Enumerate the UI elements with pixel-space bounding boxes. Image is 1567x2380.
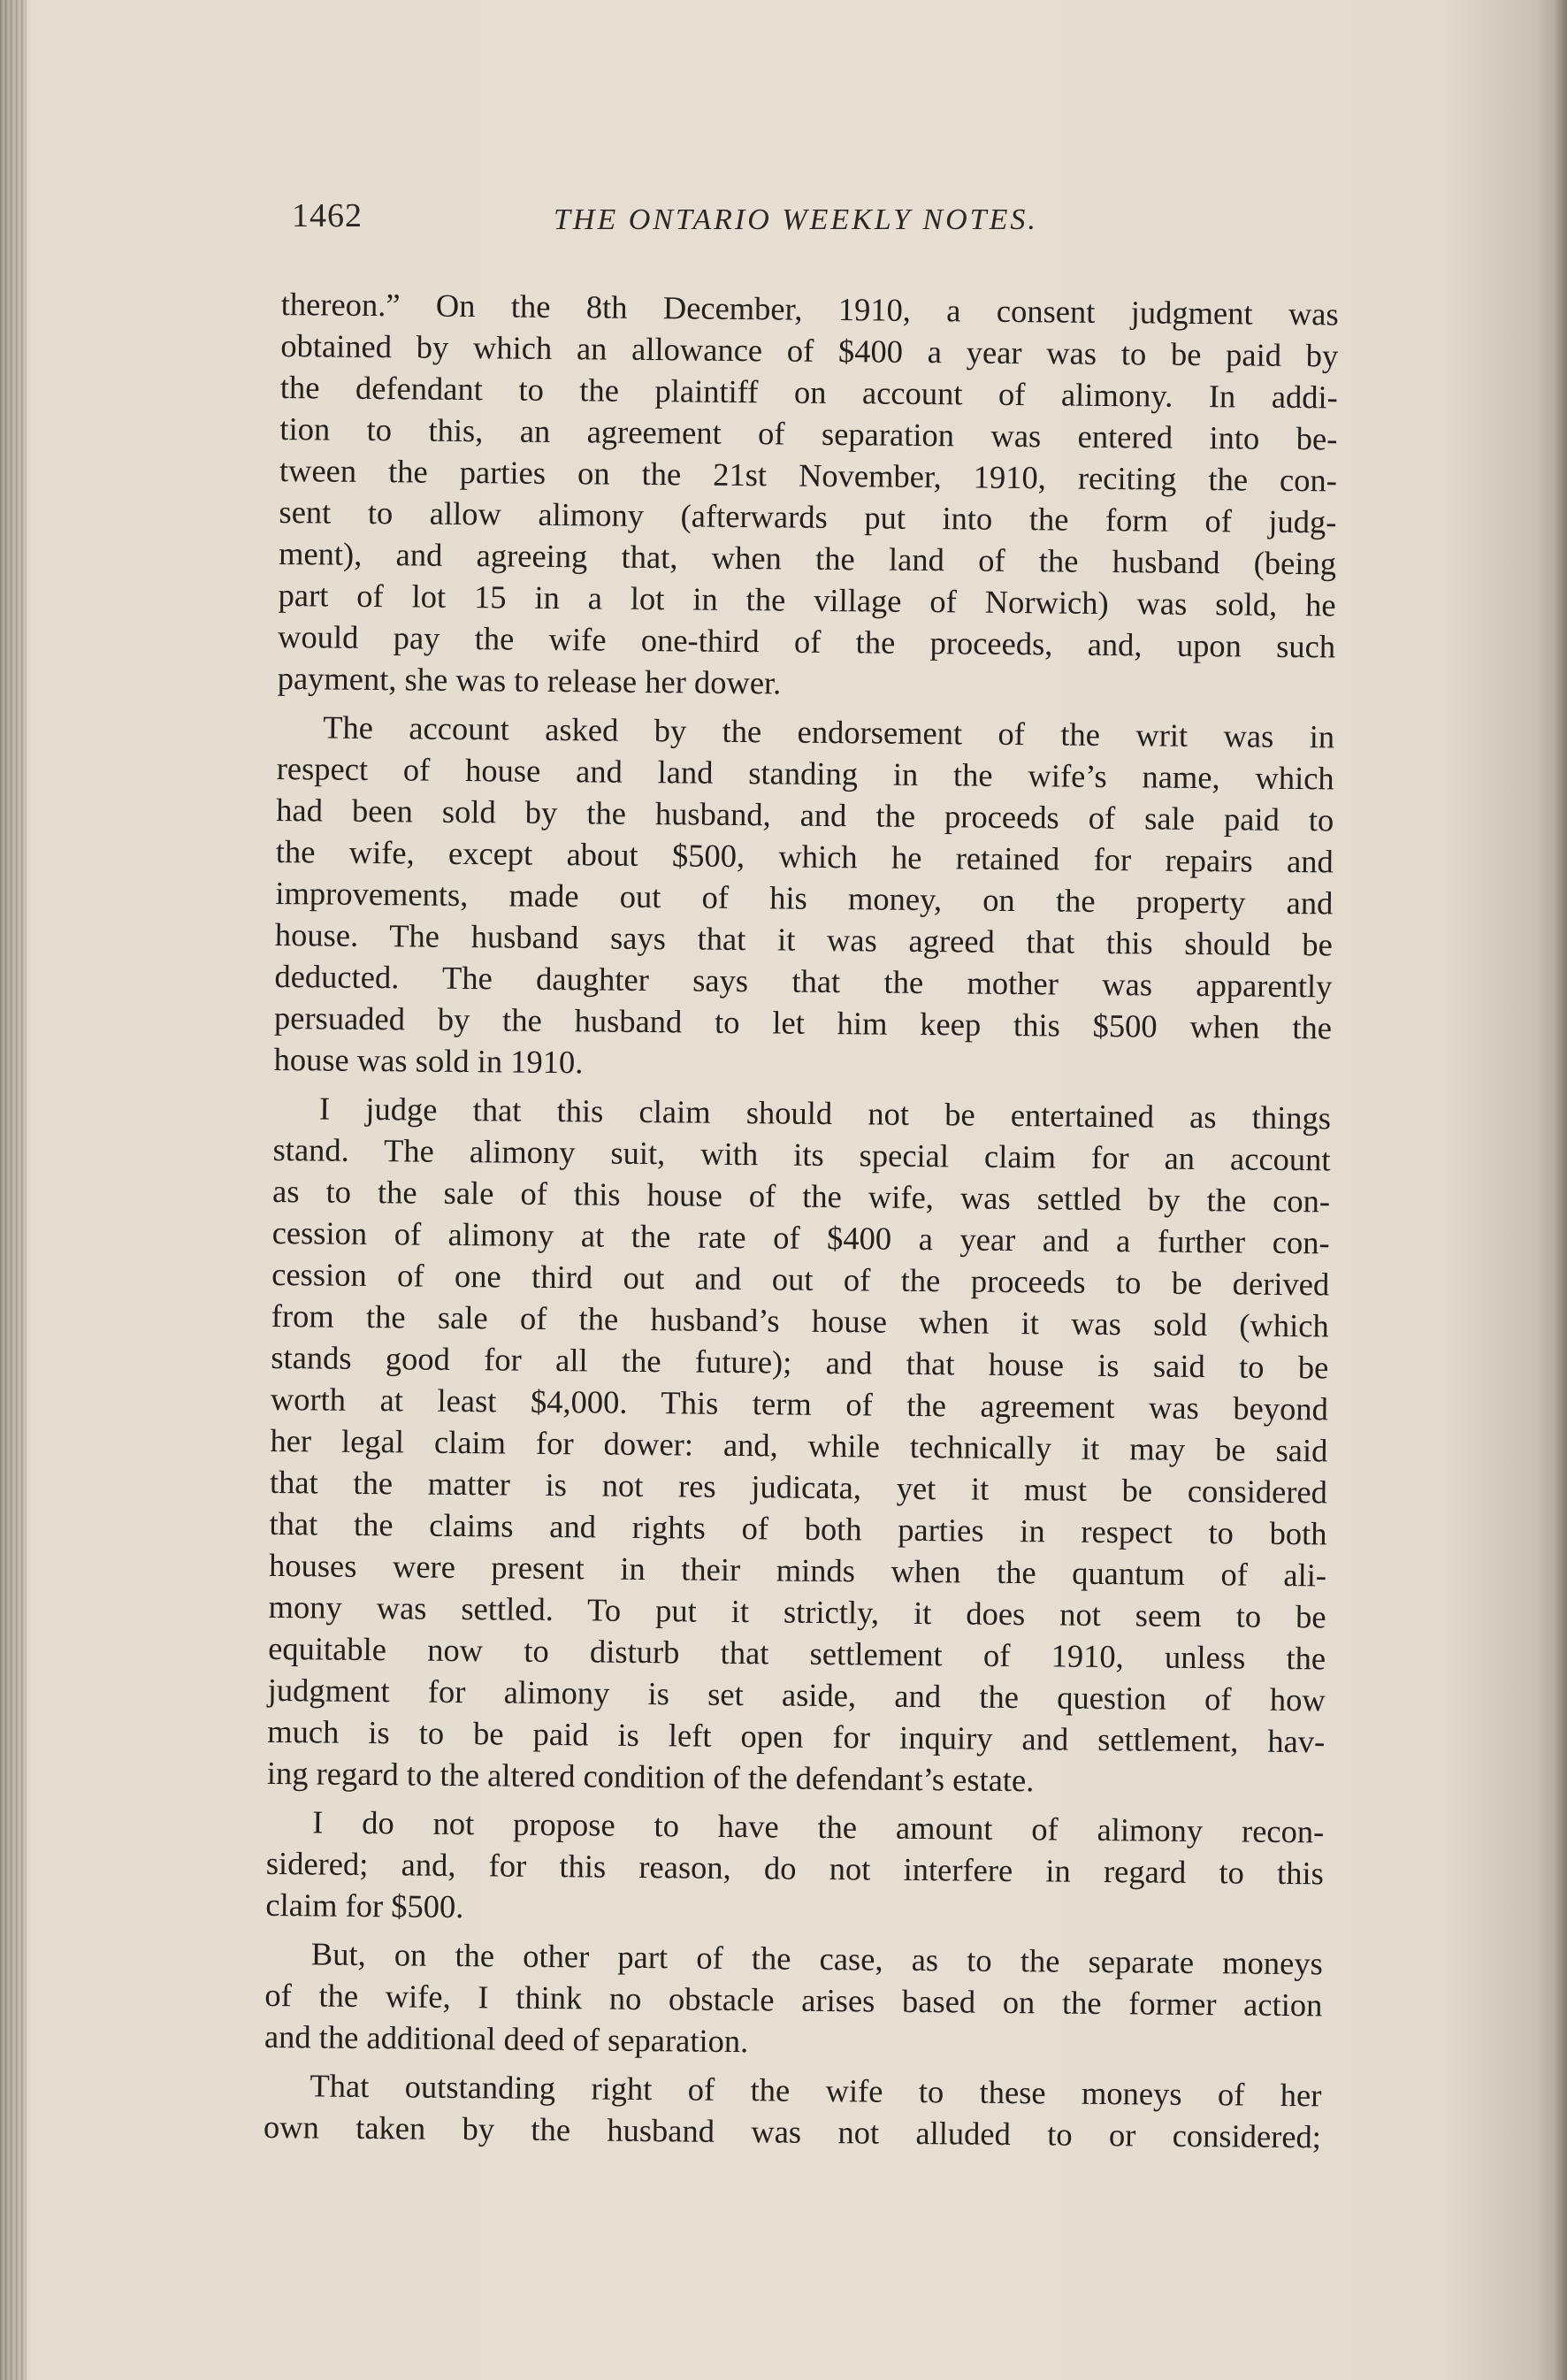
- page-gutter-edge: [0, 0, 27, 2380]
- text-line: house was sold in 1910.: [273, 1040, 584, 1081]
- text-line: as to the sale of this house of the wife, was settled by the con-: [271, 1172, 1331, 1220]
- text-line: much is to be paid is left open for inquiry and settlement, hav-: [267, 1712, 1326, 1760]
- paragraph: [264, 2064, 1322, 2157]
- text-line: cession of one third out and out of the proceeds to be derived: [271, 1255, 1330, 1303]
- paragraph: [277, 283, 1338, 708]
- text-line: her legal claim for dower: and, while technically it may be said: [270, 1421, 1328, 1469]
- text-line: the wife, except about $500, which he retained for repairs and: [275, 832, 1334, 880]
- text-line: stand. The alimony suit, with its special claim for an account: [272, 1130, 1331, 1178]
- text-line: improvements, made out of his money, on the property and: [275, 874, 1334, 922]
- paragraph: [273, 706, 1334, 1090]
- text-line: judgment for alimony is set aside, and the question of how: [267, 1671, 1326, 1718]
- text-line: ment), and agreeing that, when the land of the husband (being: [278, 534, 1337, 582]
- paragraph: [265, 1801, 1324, 1935]
- text-line: houses were present in their minds when the quantum of ali-: [268, 1546, 1327, 1594]
- text-line: respect of house and land standing in the wife’s name, which: [276, 749, 1334, 797]
- text-line: I judge that this claim should not be entertained as things: [318, 1090, 1332, 1136]
- text-line: stands good for all the future); and that house is said to be: [271, 1338, 1329, 1386]
- text-line: from the sale of the husband’s house when it was sold (which: [271, 1297, 1329, 1344]
- page-right-edge: [1555, 0, 1567, 2380]
- text-line: part of lot 15 in a lot in the village of Norwich) was sold, he: [278, 576, 1336, 624]
- text-line: worth at least $4,000. This term of the agreement was beyond: [270, 1380, 1329, 1427]
- text-line: that the claims and rights of both parties in respect to both: [269, 1504, 1327, 1552]
- text-line: the defendant to the plaintiff on account of alimony. In addi-: [279, 368, 1339, 416]
- text-line: would pay the wife one-third of the proceeds, and, upon such: [277, 617, 1336, 665]
- text-line: deducted. The daughter says that the mother was apparently: [274, 957, 1333, 1005]
- text-line: That outstanding right of the wife to these moneys of her: [310, 2067, 1322, 2114]
- text-line: payment, she was to release her dower.: [277, 659, 782, 701]
- text-line: tween the parties on the 21st November, 1910, reciting the con-: [279, 451, 1338, 499]
- text-line: and the additional deed of separation.: [264, 2017, 749, 2060]
- text-line: mony was settled. To put it strictly, it does not seem to be: [268, 1588, 1326, 1635]
- text-line: But, on the other part of the case, as to the separate moneys: [310, 1935, 1324, 1982]
- text-line: sidered; and, for this reason, do not interfere in regard to this: [265, 1844, 1324, 1892]
- text-line: cession of alimony at the rate of $400 a year and a further con-: [271, 1213, 1330, 1261]
- text-line: tion to this, an agreement of separation was entered into be-: [279, 409, 1338, 457]
- text-line: had been sold by the husband, and the proceeds of sale paid to: [276, 791, 1334, 838]
- text-line: that the matter is not res judicata, yet it must be considered: [269, 1463, 1328, 1511]
- text-line: thereon.” On the 8th December, 1910, a consent judgment was: [280, 285, 1339, 333]
- body-text: [264, 283, 1339, 2164]
- text-line: ing regard to the altered condition of the defendant’s estate.: [266, 1754, 1035, 1799]
- page-number: 1462: [292, 197, 363, 234]
- journal-title: THE ONTARIO WEEKLY NOTES.: [554, 203, 1038, 236]
- text-line: of the wife, I think no obstacle arises based on the former action: [264, 1976, 1323, 2024]
- running-head: [292, 196, 1344, 249]
- text-line: equitable now to disturb that settlement of 1910, unless the: [267, 1629, 1326, 1677]
- text-line: The account asked by the endorsement of the writ was in: [322, 708, 1335, 755]
- paragraph: [264, 1932, 1323, 2067]
- text-line: claim for $500.: [265, 1886, 464, 1925]
- text-line: sent to allow alimony (afterwards put into the form of judg-: [279, 493, 1337, 540]
- text-line: I do not propose to have the amount of alimony recon-: [312, 1803, 1325, 1850]
- text-line: house. The husband says that it was agreed that this should be: [274, 915, 1334, 963]
- text-line: obtained by which an allowance of $400 a year was to be paid by: [280, 326, 1339, 374]
- text-line: persuaded by the husband to let him keep this $500 when the: [273, 999, 1333, 1046]
- text-line: own taken by the husband was not alluded to or considered;: [263, 2108, 1322, 2155]
- paragraph: [267, 1087, 1332, 1803]
